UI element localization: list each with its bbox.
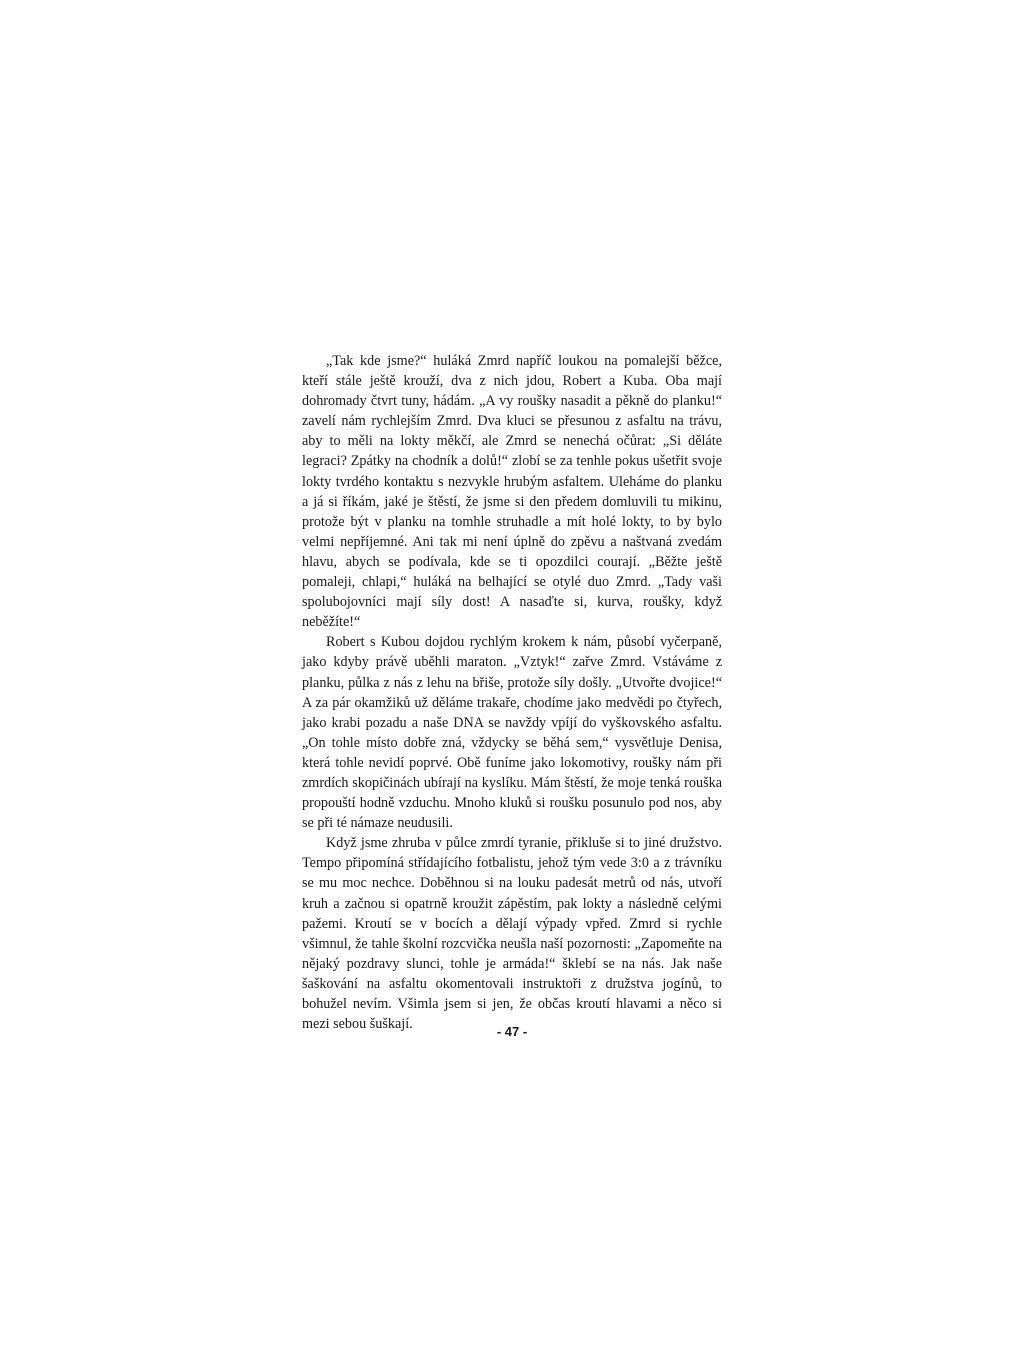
body-text <box>302 351 722 1034</box>
paragraph-3: Když jsme zhruba v půlce zmrdí tyranie, přikluše si to jiné družstvo. Tempo připomíná střídajícího fotbalistu, jehož tým vede 3:0 a z trávníku se mu moc nechce. Doběhnou si na louku padesát metrů od nás, utvoří kruh a začnou si opatrně kroužit zápěstím, pak lokty a následně celými pažemi. Kroutí se v bocích a dělají výpady vpřed. Zmrd si rychle všimnul, že tahle školní rozcvička neušla naší pozornosti: „Zapomeňte na nějaký pozdravy slunci, tohle je armáda!“ šklebí se na nás. Jak naše šaškování na asfaltu okomentovali instruktoři z družstva jogínů, to bohužel nevím. Všimla jsem si jen, že občas kroutí hlavami a něco si mezi sebou šuškají. <box>302 835 722 1033</box>
page-number: - 47 - <box>496 1024 528 1039</box>
paragraph-2: Robert s Kubou dojdou rychlým krokem k nám, působí vyčerpaně, jako kdyby právě uběhli maraton. „Vztyk!“ zařve Zmrd. Vstáváme z planku, půlka z nás z lehu na břiše, protože síly došly. „Utvořte dvojice!“ A za pár okamžiků už děláme trakaře, chodíme jako medvědi po čtyřech, jako krabi pozadu a naše DNA se navždy vpíjí do vyškovského asfaltu. „On tohle místo dobře zná, vždycky se běhá sem,“ vysvětluje Denisa, která tohle nevidí poprvé. Obě funíme jako lokomotivy, roušky nám při zmrdích skopičinách ubírají na kyslíku. Mám štěstí, že moje tenká rouška propouští hodně vzduchu. Mnoho kluků si roušku posunulo pod nos, aby se při té námaze neudusili. <box>302 634 722 832</box>
paragraph-1: „Tak kde jsme?“ huláká Zmrd napříč loukou na pomalejší běžce, kteří stále ještě krouží, dva z nich jdou, Robert a Kuba. Oba mají dohromady čtvrt tuny, hádám. „A vy roušky nasadit a pěkně do planku!“ zavelí nám rychlejším Zmrd. Dva kluci se přesunou z asfaltu na trávu, aby to měli na lokty měkčí, ale Zmrd se nenechá očůrat: „Si děláte legraci? Zpátky na chodník a dolů!“ zlobí se za tenhle pokus ušetřit svoje lokty tvrdého kontaktu s nezvykle hrubým asfaltem. Uleháme do planku a já si říkám, jaké je štěstí, že jsme si den předem domluvili tu mikinu, protože být v planku na tomhle struhadle a mít holé lokty, to by bylo velmi nepříjemné. Ani tak mi není úplně do zpěvu a naštvaná zvedám hlavu, abych se podívala, kde se ti opozdilci courají. „Běžte ještě pomaleji, chlapi,“ huláká na belhající se otylé duo Zmrd. „Tady vaši spolubojovníci mají síly dost! A nasaďte si, kurva, roušky, když neběžíte!“ <box>302 353 722 631</box>
